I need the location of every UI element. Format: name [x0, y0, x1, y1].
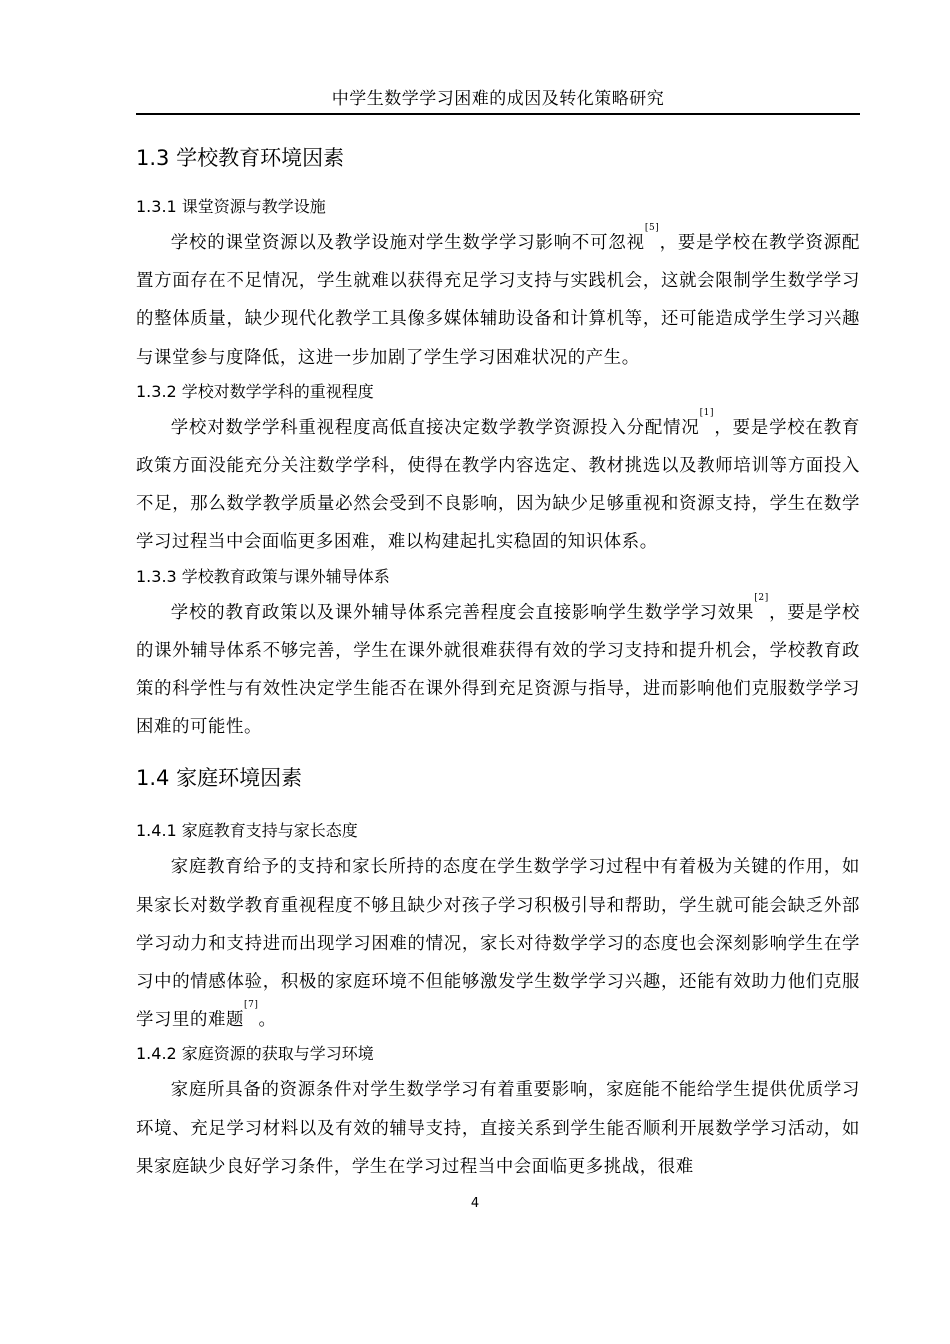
paragraph-1-4-1: [136, 848, 860, 1039]
subsection-heading-1-4-2: 1.4.2 家庭资源的获取与学习环境: [136, 1044, 374, 1064]
citation-ref: [2]: [754, 592, 769, 603]
running-header-title: 中学生数学学习困难的成因及转化策略研究: [331, 89, 665, 109]
citation-ref: [5]: [644, 223, 660, 233]
paragraph-1-3-3: [136, 594, 860, 747]
paragraph-text: ，要是学校的课外辅导体系不够完善，学生在课外就很难获得有效的学习支持和提升机会，学校教育政策的科学性与有效性决定学生能否在课外得到充足资源与指导，进而影响他们克服数学学习困难的可能性。: [136, 602, 860, 738]
paragraph-text: 家庭所具备的资源条件对学生数学学习有着重要影响，家庭能不能给学生提供优质学习环境、充足学习材料以及有效的辅导支持，直接关系到学生能否顺利开展数学学习活动，如果家庭缺少良好学习条件，学生在学习过程当中会面临更多挑战，很难: [136, 1080, 860, 1177]
subsection-heading-1-4-1: 1.4.1 家庭教育支持与家长态度: [136, 821, 358, 841]
paragraph-1-3-2: [136, 409, 860, 562]
subsection-heading-1-3-3: 1.3.3 学校教育政策与课外辅导体系: [136, 566, 390, 586]
page-body: [136, 142, 860, 1186]
paragraph-text: ，要是学校在教学资源配置方面存在不足情况，学生就难以获得充足学习支持与实践机会，这就会限制学生数学学习的整体质量，缺少现代化教学工具像多媒体辅助设备和计算机等，还可能造成学生学习兴趣与课堂参与度降低，这进一步加剧了学生学习困难状况的产生。: [136, 233, 860, 368]
header-rule: [136, 113, 860, 115]
paragraph-text: 。: [258, 1010, 277, 1031]
paragraph-text: 学校的教育政策以及课外辅导体系完善程度会直接影响学生数学学习效果: [170, 602, 755, 623]
page-number: 4: [470, 1196, 480, 1211]
paragraph-text: ，要是学校在教育政策方面没能充分关注数学学科，使得在教学内容选定、教材挑选以及教师培训等方面投入不足，那么数学教学质量必然会受到不良影响，因为缺少足够重视和资源支持，学生在数学学习过程当中会面临更多困难，难以构建起扎实稳固的知识体系。: [136, 417, 860, 553]
paragraph-text: 学校对数学学科重视程度高低直接决定数学教学资源投入分配情况: [170, 417, 700, 438]
paragraph-text: 学校的课堂资源以及教学设施对学生数学学习影响不可忽视: [170, 233, 645, 253]
paragraph-1-4-2: [136, 1071, 860, 1186]
section-heading-1-3: 1.3 学校教育环境因素: [136, 146, 345, 170]
subsection-heading-1-3-2: 1.3.2 学校对数学学科的重视程度: [136, 381, 374, 401]
citation-ref: [7]: [243, 1000, 259, 1011]
subsection-heading-1-3-1: 1.3.1 课堂资源与教学设施: [136, 197, 326, 216]
section-heading-1-4: 1.4 家庭环境因素: [136, 766, 303, 791]
paragraph-1-3-1: [136, 224, 860, 377]
citation-ref: [1]: [699, 407, 715, 418]
paragraph-text: 家庭教育给予的支持和家长所持的态度在学生数学学习过程中有着极为关键的作用，如果家长对数学教育重视程度不够且缺少对孩子学习积极引导和帮助，学生就可能会缺乏外部学习动力和支持进而出现学习困难的情况，家长对待数学学习的态度也会深刻影响学生在学习中的情感体验，积极的家庭环境不但能够激发学生数学学习兴趣，还能有效助力他们克服学习里的难题: [136, 857, 860, 1031]
